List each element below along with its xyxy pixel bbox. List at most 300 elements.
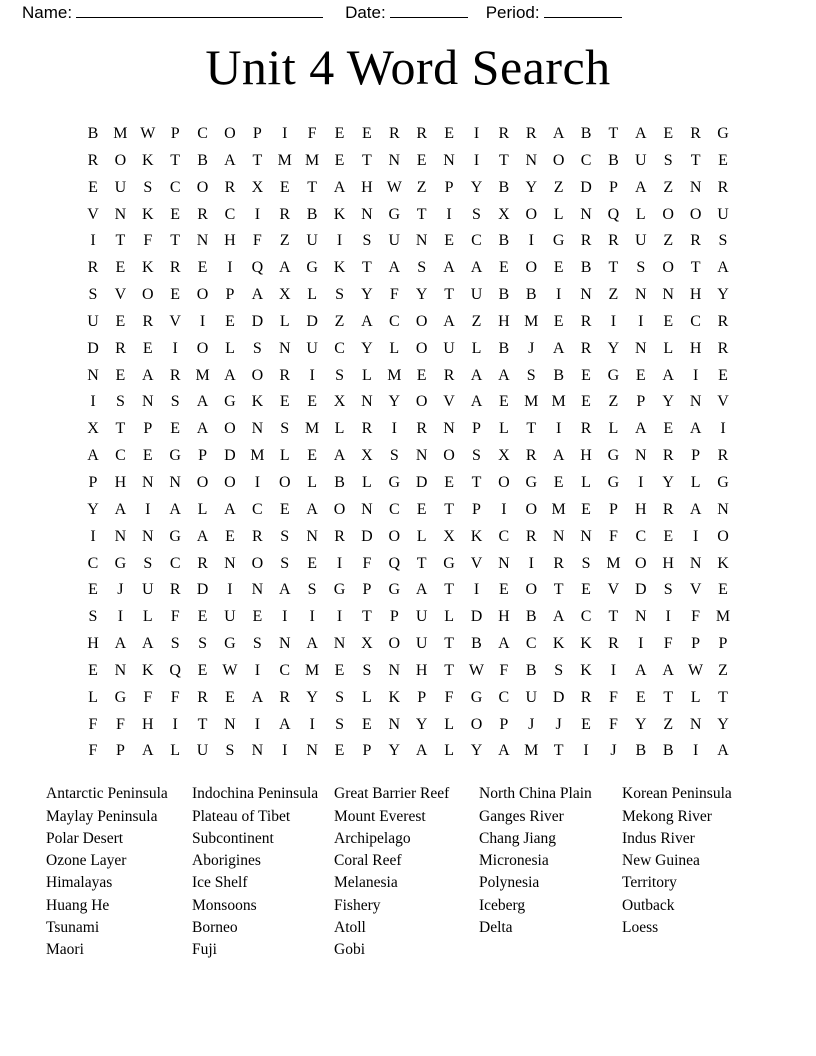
grid-cell[interactable]: N bbox=[717, 500, 729, 518]
grid-cell[interactable]: O bbox=[224, 125, 236, 142]
grid-cell[interactable]: Y bbox=[87, 500, 99, 518]
grid-cell[interactable]: F bbox=[362, 554, 372, 572]
grid-cell[interactable]: Y bbox=[361, 339, 373, 357]
grid-cell[interactable]: L bbox=[389, 339, 400, 357]
grid-cell[interactable]: C bbox=[471, 232, 482, 250]
grid-cell[interactable]: G bbox=[224, 393, 236, 411]
grid-cell[interactable]: L bbox=[88, 688, 98, 706]
grid-cell[interactable]: D bbox=[415, 473, 428, 491]
word-list-item[interactable]: Polynesia bbox=[479, 874, 540, 892]
grid-cell[interactable]: N bbox=[361, 205, 373, 223]
grid-cell[interactable]: N bbox=[443, 151, 455, 169]
grid-cell[interactable]: S bbox=[252, 339, 262, 357]
grid-cell[interactable]: L bbox=[362, 473, 372, 491]
word-list-item[interactable]: Maori bbox=[46, 941, 84, 959]
grid-cell[interactable]: U bbox=[470, 286, 483, 304]
grid-cell[interactable]: L bbox=[690, 688, 701, 706]
grid-cell[interactable]: S bbox=[170, 635, 180, 653]
grid-cell[interactable]: U bbox=[717, 205, 729, 223]
grid-cell[interactable]: E bbox=[553, 259, 564, 277]
grid-cell[interactable]: Y bbox=[388, 742, 401, 760]
grid-cell[interactable]: R bbox=[169, 259, 181, 277]
grid-cell[interactable]: O bbox=[415, 393, 428, 411]
grid-cell[interactable]: G bbox=[607, 473, 620, 491]
grid-cell[interactable]: N bbox=[224, 715, 236, 733]
grid-cell[interactable]: R bbox=[279, 688, 291, 706]
grid-cell[interactable]: Z bbox=[416, 178, 427, 196]
grid-cell[interactable]: Z bbox=[718, 661, 728, 679]
grid-cell[interactable]: B bbox=[553, 366, 564, 384]
grid-cell[interactable]: H bbox=[635, 500, 647, 518]
grid-cell[interactable]: E bbox=[279, 500, 290, 518]
grid-cell[interactable]: L bbox=[471, 339, 482, 357]
grid-cell[interactable]: E bbox=[581, 715, 591, 733]
grid-cell[interactable]: T bbox=[663, 688, 674, 706]
grid-cell[interactable]: N bbox=[580, 527, 592, 545]
grid-cell[interactable]: C bbox=[279, 661, 291, 679]
grid-cell[interactable]: R bbox=[717, 447, 729, 465]
grid-cell[interactable]: T bbox=[608, 125, 619, 142]
grid-cell[interactable]: O bbox=[196, 339, 209, 357]
grid-cell[interactable]: L bbox=[362, 366, 372, 384]
grid-cell[interactable]: U bbox=[635, 151, 647, 169]
grid-cell[interactable]: C bbox=[115, 447, 126, 465]
grid-cell[interactable]: I bbox=[665, 608, 671, 626]
grid-cell[interactable]: L bbox=[581, 473, 591, 491]
grid-cell[interactable]: O bbox=[114, 151, 127, 169]
grid-cell[interactable]: I bbox=[227, 259, 233, 277]
grid-cell[interactable]: A bbox=[142, 366, 154, 384]
grid-cell[interactable]: R bbox=[580, 688, 592, 706]
grid-cell[interactable]: M bbox=[250, 447, 265, 465]
grid-cell[interactable]: R bbox=[498, 125, 510, 142]
grid-cell[interactable]: K bbox=[388, 688, 401, 706]
grid-cell[interactable]: A bbox=[498, 635, 510, 653]
grid-cell[interactable]: E bbox=[170, 205, 181, 223]
grid-cell[interactable]: R bbox=[525, 527, 537, 545]
grid-cell[interactable]: A bbox=[114, 635, 127, 653]
grid-cell[interactable]: R bbox=[717, 178, 729, 196]
date-write-line[interactable] bbox=[390, 4, 468, 18]
grid-cell[interactable]: E bbox=[307, 393, 318, 411]
grid-cell[interactable]: U bbox=[415, 635, 428, 653]
grid-cell[interactable]: P bbox=[389, 608, 399, 626]
grid-cell[interactable]: W bbox=[222, 661, 238, 679]
grid-cell[interactable]: I bbox=[692, 366, 699, 384]
word-list-item[interactable]: Borneo bbox=[192, 919, 238, 937]
grid-cell[interactable]: N bbox=[580, 286, 592, 304]
grid-cell[interactable]: A bbox=[278, 581, 291, 599]
grid-cell[interactable]: P bbox=[636, 393, 646, 411]
grid-cell[interactable]: N bbox=[635, 447, 647, 465]
grid-cell[interactable]: M bbox=[305, 151, 320, 169]
grid-cell[interactable]: K bbox=[142, 151, 154, 169]
grid-cell[interactable]: O bbox=[415, 339, 428, 357]
grid-cell[interactable]: N bbox=[689, 393, 702, 411]
grid-cell[interactable]: W bbox=[386, 178, 402, 196]
grid-cell[interactable]: L bbox=[498, 420, 509, 438]
grid-cell[interactable]: M bbox=[524, 393, 539, 411]
grid-cell[interactable]: O bbox=[525, 205, 538, 223]
grid-cell[interactable]: M bbox=[387, 366, 402, 384]
grid-cell[interactable]: R bbox=[279, 366, 291, 384]
grid-cell[interactable]: G bbox=[443, 554, 455, 572]
grid-cell[interactable]: V bbox=[470, 554, 483, 572]
grid-cell[interactable]: F bbox=[691, 608, 701, 626]
grid-cell[interactable]: W bbox=[468, 661, 485, 679]
grid-cell[interactable]: I bbox=[528, 554, 534, 572]
grid-cell[interactable]: E bbox=[225, 312, 235, 330]
grid-cell[interactable]: L bbox=[197, 500, 208, 518]
grid-cell[interactable]: V bbox=[114, 286, 127, 304]
grid-cell[interactable]: E bbox=[115, 259, 126, 277]
grid-cell[interactable]: A bbox=[114, 500, 127, 518]
word-list-item[interactable]: Subcontinent bbox=[192, 829, 274, 847]
grid-cell[interactable]: L bbox=[444, 742, 454, 760]
grid-cell[interactable]: S bbox=[280, 554, 290, 572]
grid-cell[interactable]: G bbox=[388, 473, 401, 491]
grid-cell[interactable]: U bbox=[443, 339, 455, 357]
grid-cell[interactable]: R bbox=[717, 312, 729, 330]
grid-cell[interactable]: K bbox=[470, 527, 483, 545]
grid-cell[interactable]: T bbox=[553, 581, 564, 599]
period-field[interactable] bbox=[486, 3, 622, 23]
grid-cell[interactable]: E bbox=[225, 688, 235, 706]
grid-cell[interactable]: E bbox=[279, 178, 290, 196]
grid-cell[interactable]: B bbox=[197, 151, 208, 169]
grid-cell[interactable]: A bbox=[443, 312, 455, 330]
grid-cell[interactable]: H bbox=[689, 339, 702, 357]
grid-cell[interactable]: E bbox=[444, 473, 454, 491]
grid-cell[interactable]: R bbox=[717, 339, 729, 357]
grid-cell[interactable]: S bbox=[170, 393, 180, 411]
grid-cell[interactable]: F bbox=[143, 232, 153, 250]
grid-cell[interactable]: H bbox=[87, 635, 99, 653]
grid-cell[interactable]: Y bbox=[525, 178, 538, 196]
grid-cell[interactable]: N bbox=[196, 232, 209, 250]
grid-cell[interactable]: J bbox=[610, 742, 617, 760]
grid-cell[interactable]: T bbox=[690, 151, 701, 169]
grid-cell[interactable]: R bbox=[416, 420, 428, 438]
word-list-item[interactable]: Micronesia bbox=[479, 852, 549, 870]
grid-cell[interactable]: B bbox=[498, 232, 510, 250]
grid-cell[interactable]: V bbox=[689, 581, 702, 599]
grid-cell[interactable]: T bbox=[471, 473, 482, 491]
grid-cell[interactable]: L bbox=[142, 608, 153, 626]
grid-cell[interactable]: T bbox=[553, 742, 564, 760]
grid-cell[interactable]: S bbox=[307, 581, 317, 599]
grid-cell[interactable]: E bbox=[170, 286, 181, 304]
grid-cell[interactable]: R bbox=[224, 178, 236, 196]
grid-cell[interactable]: V bbox=[607, 581, 620, 599]
grid-cell[interactable]: P bbox=[88, 473, 98, 491]
grid-cell[interactable]: C bbox=[252, 500, 263, 518]
grid-cell[interactable]: A bbox=[635, 125, 647, 142]
grid-cell[interactable]: N bbox=[251, 742, 264, 760]
grid-cell[interactable]: P bbox=[691, 635, 701, 653]
grid-cell[interactable]: N bbox=[443, 420, 455, 438]
grid-cell[interactable]: E bbox=[307, 554, 318, 572]
grid-cell[interactable]: E bbox=[581, 581, 591, 599]
grid-cell[interactable]: X bbox=[278, 286, 291, 304]
grid-cell[interactable]: Z bbox=[608, 286, 619, 304]
grid-cell[interactable]: Y bbox=[306, 688, 318, 706]
grid-cell[interactable]: S bbox=[335, 286, 344, 304]
grid-cell[interactable]: T bbox=[444, 661, 454, 679]
word-list-item[interactable]: Atoll bbox=[334, 919, 366, 937]
grid-cell[interactable]: F bbox=[88, 742, 98, 760]
grid-cell[interactable]: A bbox=[388, 259, 401, 277]
grid-cell[interactable]: F bbox=[663, 635, 673, 653]
grid-cell[interactable]: Y bbox=[662, 393, 674, 411]
grid-cell[interactable]: K bbox=[333, 205, 346, 223]
grid-cell[interactable]: R bbox=[334, 527, 345, 545]
word-list-item[interactable]: Korean Peninsula bbox=[622, 785, 732, 803]
grid-cell[interactable]: O bbox=[388, 635, 401, 653]
grid-cell[interactable]: R bbox=[525, 447, 537, 465]
word-list-item[interactable]: Tsunami bbox=[46, 919, 100, 937]
grid-cell[interactable]: I bbox=[309, 366, 315, 384]
grid-cell[interactable]: B bbox=[525, 608, 537, 626]
grid-cell[interactable]: U bbox=[635, 232, 647, 250]
grid-cell[interactable]: R bbox=[580, 420, 592, 438]
grid-cell[interactable]: I bbox=[254, 661, 261, 679]
grid-cell[interactable]: A bbox=[224, 151, 236, 169]
grid-cell[interactable]: I bbox=[282, 608, 288, 626]
grid-cell[interactable]: A bbox=[689, 500, 702, 518]
grid-cell[interactable]: T bbox=[252, 151, 263, 169]
grid-cell[interactable]: P bbox=[198, 447, 208, 465]
grid-cell[interactable]: F bbox=[143, 688, 153, 706]
grid-cell[interactable]: O bbox=[224, 473, 236, 491]
grid-cell[interactable]: A bbox=[552, 608, 565, 626]
grid-cell[interactable]: A bbox=[87, 447, 99, 465]
grid-cell[interactable]: G bbox=[388, 581, 401, 599]
grid-cell[interactable]: A bbox=[333, 178, 346, 196]
grid-cell[interactable]: E bbox=[170, 420, 181, 438]
word-list-item[interactable]: Indochina Peninsula bbox=[192, 785, 319, 803]
grid-cell[interactable]: R bbox=[443, 366, 455, 384]
grid-cell[interactable]: G bbox=[470, 688, 483, 706]
grid-cell[interactable]: Q bbox=[607, 205, 620, 223]
grid-cell[interactable]: L bbox=[444, 608, 454, 626]
grid-cell[interactable]: L bbox=[225, 339, 235, 357]
grid-cell[interactable]: Q bbox=[388, 554, 401, 572]
word-list-item[interactable]: Plateau of Tibet bbox=[192, 807, 291, 825]
grid-cell[interactable]: G bbox=[114, 554, 127, 572]
grid-cell[interactable]: S bbox=[198, 635, 208, 653]
word-list-item[interactable]: Ganges River bbox=[479, 807, 564, 825]
word-list-item[interactable]: New Guinea bbox=[622, 852, 700, 870]
grid-cell[interactable]: A bbox=[142, 635, 154, 653]
grid-cell[interactable]: S bbox=[335, 688, 344, 706]
grid-cell[interactable]: O bbox=[224, 420, 236, 438]
grid-cell[interactable]: G bbox=[169, 527, 181, 545]
grid-cell[interactable]: T bbox=[444, 286, 454, 304]
grid-cell[interactable]: P bbox=[225, 286, 235, 304]
grid-cell[interactable]: N bbox=[87, 366, 99, 384]
grid-cell[interactable]: S bbox=[663, 581, 673, 599]
grid-cell[interactable]: E bbox=[197, 608, 208, 626]
grid-cell[interactable]: A bbox=[333, 447, 346, 465]
grid-cell[interactable]: I bbox=[145, 500, 151, 518]
grid-cell[interactable]: J bbox=[528, 339, 535, 357]
grid-cell[interactable]: R bbox=[142, 312, 154, 330]
grid-cell[interactable]: L bbox=[307, 473, 318, 491]
grid-cell[interactable]: P bbox=[499, 715, 509, 733]
grid-cell[interactable]: I bbox=[720, 420, 726, 438]
grid-cell[interactable]: U bbox=[388, 232, 401, 250]
grid-cell[interactable]: T bbox=[444, 500, 454, 518]
grid-cell[interactable]: V bbox=[443, 393, 455, 411]
grid-cell[interactable]: G bbox=[388, 205, 401, 223]
grid-cell[interactable]: E bbox=[362, 715, 372, 733]
grid-cell[interactable]: T bbox=[115, 420, 126, 438]
grid-cell[interactable]: M bbox=[524, 312, 539, 330]
grid-cell[interactable]: A bbox=[717, 259, 729, 277]
grid-cell[interactable]: I bbox=[254, 473, 261, 491]
letter-grid[interactable] bbox=[79, 121, 736, 765]
grid-cell[interactable]: R bbox=[662, 447, 674, 465]
grid-cell[interactable]: R bbox=[580, 339, 592, 357]
grid-cell[interactable]: M bbox=[305, 420, 320, 438]
grid-cell[interactable]: R bbox=[662, 500, 674, 518]
grid-cell[interactable]: S bbox=[252, 635, 262, 653]
grid-cell[interactable]: K bbox=[142, 259, 154, 277]
grid-cell[interactable]: R bbox=[115, 339, 126, 357]
grid-cell[interactable]: Y bbox=[470, 178, 483, 196]
grid-cell[interactable]: A bbox=[196, 527, 209, 545]
grid-cell[interactable]: A bbox=[251, 688, 264, 706]
grid-cell[interactable]: K bbox=[717, 554, 729, 572]
grid-cell[interactable]: L bbox=[663, 339, 674, 357]
grid-cell[interactable]: H bbox=[498, 608, 510, 626]
grid-cell[interactable]: T bbox=[170, 232, 181, 250]
word-list-item[interactable]: Monsoons bbox=[192, 896, 257, 914]
grid-cell[interactable]: F bbox=[608, 527, 618, 545]
grid-cell[interactable]: A bbox=[662, 366, 674, 384]
grid-cell[interactable]: P bbox=[608, 500, 618, 518]
grid-cell[interactable]: Y bbox=[607, 339, 620, 357]
word-list-item[interactable]: Maylay Peninsula bbox=[46, 807, 158, 825]
grid-cell[interactable]: E bbox=[553, 473, 564, 491]
grid-cell[interactable]: O bbox=[142, 286, 154, 304]
grid-cell[interactable]: G bbox=[333, 581, 346, 599]
grid-cell[interactable]: I bbox=[254, 205, 261, 223]
grid-cell[interactable]: I bbox=[254, 715, 261, 733]
grid-cell[interactable]: G bbox=[224, 635, 236, 653]
grid-cell[interactable]: S bbox=[636, 259, 646, 277]
grid-cell[interactable]: O bbox=[251, 366, 264, 384]
grid-cell[interactable]: S bbox=[115, 393, 125, 411]
grid-cell[interactable]: O bbox=[717, 527, 729, 545]
grid-cell[interactable]: C bbox=[197, 125, 208, 142]
word-list-item[interactable]: Archipelago bbox=[334, 829, 411, 847]
grid-cell[interactable]: P bbox=[444, 178, 454, 196]
grid-cell[interactable]: I bbox=[336, 232, 343, 250]
grid-cell[interactable]: E bbox=[553, 312, 564, 330]
grid-cell[interactable]: S bbox=[88, 286, 98, 304]
grid-cell[interactable]: O bbox=[689, 205, 702, 223]
grid-cell[interactable]: R bbox=[388, 125, 400, 142]
grid-cell[interactable]: T bbox=[608, 259, 619, 277]
grid-cell[interactable]: S bbox=[362, 661, 372, 679]
grid-cell[interactable]: Y bbox=[361, 286, 373, 304]
grid-cell[interactable]: U bbox=[415, 608, 428, 626]
grid-cell[interactable]: H bbox=[142, 715, 154, 733]
grid-cell[interactable]: L bbox=[635, 205, 646, 223]
grid-cell[interactable]: I bbox=[90, 527, 96, 545]
grid-cell[interactable]: E bbox=[718, 151, 728, 169]
grid-cell[interactable]: F bbox=[608, 688, 618, 706]
grid-cell[interactable]: P bbox=[472, 420, 481, 438]
grid-cell[interactable]: N bbox=[388, 715, 401, 733]
grid-cell[interactable]: H bbox=[498, 312, 510, 330]
period-write-line[interactable] bbox=[544, 4, 622, 18]
grid-cell[interactable]: E bbox=[279, 393, 290, 411]
grid-cell[interactable]: Z bbox=[471, 312, 482, 330]
grid-cell[interactable]: N bbox=[306, 527, 318, 545]
grid-cell[interactable]: O bbox=[251, 554, 264, 572]
grid-cell[interactable]: Z bbox=[663, 178, 674, 196]
grid-cell[interactable]: T bbox=[416, 205, 427, 223]
grid-cell[interactable]: E bbox=[663, 125, 674, 142]
grid-cell[interactable]: U bbox=[87, 312, 99, 330]
word-list-item[interactable]: Ice Shelf bbox=[192, 874, 248, 892]
grid-cell[interactable]: X bbox=[361, 635, 373, 653]
grid-cell[interactable]: P bbox=[143, 420, 153, 438]
grid-cell[interactable]: N bbox=[251, 581, 264, 599]
grid-cell[interactable]: E bbox=[416, 151, 427, 169]
grid-cell[interactable]: I bbox=[473, 151, 480, 169]
grid-cell[interactable]: S bbox=[472, 447, 481, 465]
grid-cell[interactable]: R bbox=[608, 635, 619, 653]
grid-cell[interactable]: T bbox=[170, 151, 181, 169]
grid-cell[interactable]: B bbox=[580, 259, 592, 277]
grid-cell[interactable]: P bbox=[362, 581, 372, 599]
grid-cell[interactable]: E bbox=[498, 581, 509, 599]
grid-cell[interactable]: N bbox=[388, 151, 401, 169]
grid-cell[interactable]: V bbox=[87, 205, 99, 223]
grid-cell[interactable]: O bbox=[662, 205, 674, 223]
grid-cell[interactable]: N bbox=[114, 527, 127, 545]
grid-cell[interactable]: A bbox=[470, 393, 483, 411]
grid-cell[interactable]: S bbox=[581, 554, 591, 572]
grid-cell[interactable]: O bbox=[635, 554, 647, 572]
grid-cell[interactable]: B bbox=[87, 125, 99, 142]
grid-cell[interactable]: E bbox=[581, 366, 591, 384]
grid-cell[interactable]: S bbox=[225, 742, 235, 760]
grid-cell[interactable]: U bbox=[306, 339, 318, 357]
grid-cell[interactable]: S bbox=[417, 259, 427, 277]
grid-cell[interactable]: H bbox=[662, 554, 674, 572]
grid-cell[interactable]: I bbox=[90, 393, 96, 411]
grid-cell[interactable]: N bbox=[114, 205, 127, 223]
grid-cell[interactable]: C bbox=[388, 312, 400, 330]
grid-cell[interactable]: S bbox=[663, 151, 673, 169]
grid-cell[interactable]: O bbox=[388, 527, 401, 545]
grid-cell[interactable]: J bbox=[117, 581, 124, 599]
grid-cell[interactable]: C bbox=[498, 527, 510, 545]
grid-cell[interactable]: G bbox=[114, 688, 127, 706]
grid-cell[interactable]: N bbox=[498, 554, 510, 572]
grid-cell[interactable]: E bbox=[197, 259, 208, 277]
grid-cell[interactable]: C bbox=[87, 554, 99, 572]
grid-cell[interactable]: E bbox=[334, 661, 345, 679]
grid-cell[interactable]: S bbox=[143, 178, 153, 196]
grid-cell[interactable]: L bbox=[279, 447, 290, 465]
grid-cell[interactable]: N bbox=[689, 554, 702, 572]
